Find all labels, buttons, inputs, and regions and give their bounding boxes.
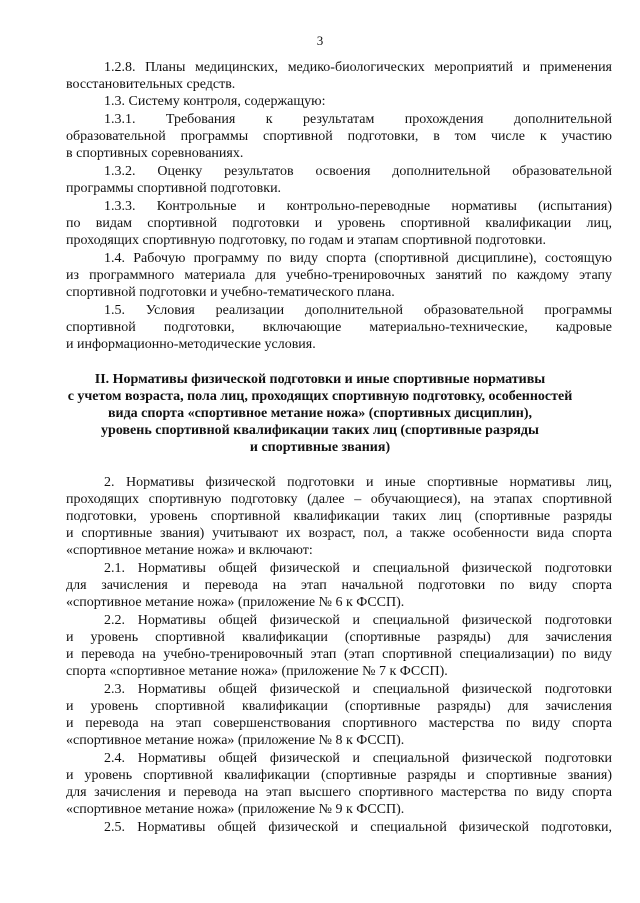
text-line: в спортивных соревнованиях.	[66, 146, 244, 161]
text-line: по видам спортивной подготовки и уровень спортивной квалификации лиц,	[66, 216, 612, 231]
text-line: «спортивное метание ножа» (приложение № 8 к ФССП).	[66, 733, 405, 748]
text-line: 1.5. Условия реализации дополнительной образовательной программы	[104, 303, 612, 318]
text-line: и информационно-методические условия.	[66, 337, 316, 352]
text-line: 2. Нормативы физической подготовки и иные спортивные нормативы лиц,	[104, 475, 612, 490]
text-line: и перевода на учебно-тренировочный этап (этап спортивной специализации) по виду	[66, 647, 612, 662]
text-line: 1.3.2. Оценку результатов освоения дополнительной образовательной	[104, 164, 612, 179]
section-heading: и спортивные звания)	[249, 440, 391, 455]
text-line: «спортивное метание ножа» и включают:	[66, 543, 313, 558]
text-line: для зачисления и перевода на этап высшего спортивного мастерства по виду спорта	[66, 785, 612, 800]
text-line: и уровень спортивной квалификации (спортивные разряды и спортивные звания)	[66, 768, 612, 783]
text-line: восстановительных средств.	[66, 77, 236, 92]
text-line: «спортивное метание ножа» (приложение № 6 к ФССП).	[66, 595, 405, 610]
text-line: из программного материала для учебно-тренировочных занятий по каждому этапу	[66, 268, 612, 283]
text-line: и уровень спортивной квалификации (спортивные разряды) для зачисления	[66, 699, 612, 714]
section-heading: уровень спортивной квалификации таких лиц (спортивные разряды	[101, 423, 539, 438]
text-line: 2.5. Нормативы общей физической и специальной физической подготовки,	[104, 820, 612, 835]
text-line: 1.4. Рабочую программу по виду спорта (спортивной дисциплине), состоящую	[104, 251, 612, 266]
section-heading: вида спорта «спортивное метание ножа» (спортивных дисциплин),	[107, 406, 533, 421]
text-line: программы спортивной подготовки.	[66, 181, 282, 196]
text-line: спорта «спортивное метание ножа» (приложение № 7 к ФССП).	[66, 664, 448, 679]
text-line: 1.3.1. Требования к результатам прохождения дополнительной	[104, 112, 612, 127]
text-line: 2.4. Нормативы общей физической и специальной физической подготовки	[104, 751, 612, 766]
text-line: и перевода на этап совершенствования спортивного мастерства по виду спорта	[66, 716, 612, 731]
text-line: 1.2.8. Планы медицинских, медико-биологических мероприятий и применения	[104, 60, 612, 75]
text-line: и спортивные звания) учитывают их возраст, пол, а также особенности вида спорта	[66, 526, 612, 541]
text-line: образовательной программы спортивной подготовки, в том числе к участию	[66, 129, 612, 144]
text-line: 2.3. Нормативы общей физической и специальной физической подготовки	[104, 682, 612, 697]
text-line: 1.3. Систему контроля, содержащую:	[104, 94, 326, 109]
section-heading: с учетом возраста, пола лиц, проходящих спортивную подготовку, особенностей	[67, 389, 573, 404]
text-line: 1.3.3. Контрольные и контрольно-переводные нормативы (испытания)	[104, 199, 612, 214]
text-line: «спортивное метание ножа» (приложение № 9 к ФССП).	[66, 802, 405, 817]
text-line: подготовки, уровень спортивной квалификации таких лиц (спортивные разряды	[66, 509, 612, 524]
text-line: проходящих спортивную подготовку (далее – обучающиеся), на этапах спортивной	[66, 492, 612, 507]
text-line: проходящих спортивную подготовку, по годам и этапам спортивной подготовки.	[66, 233, 546, 248]
text-line: и уровень спортивной квалификации (спортивные разряды) для зачисления	[66, 630, 612, 645]
text-line: спортивной подготовки, включающие материально-технические, кадровые	[66, 320, 612, 335]
text-line: 2.1. Нормативы общей физической и специальной физической подготовки	[104, 561, 612, 576]
text-line: спортивной подготовки и учебно-тематического плана.	[66, 285, 395, 300]
page-number: 3	[316, 33, 324, 48]
text-line: 2.2. Нормативы общей физической и специальной физической подготовки	[104, 613, 612, 628]
section-heading: II. Нормативы физической подготовки и иные спортивные нормативы	[94, 372, 546, 387]
text-line: для зачисления и перевода на этап начальной подготовки по виду спорта	[66, 578, 612, 593]
